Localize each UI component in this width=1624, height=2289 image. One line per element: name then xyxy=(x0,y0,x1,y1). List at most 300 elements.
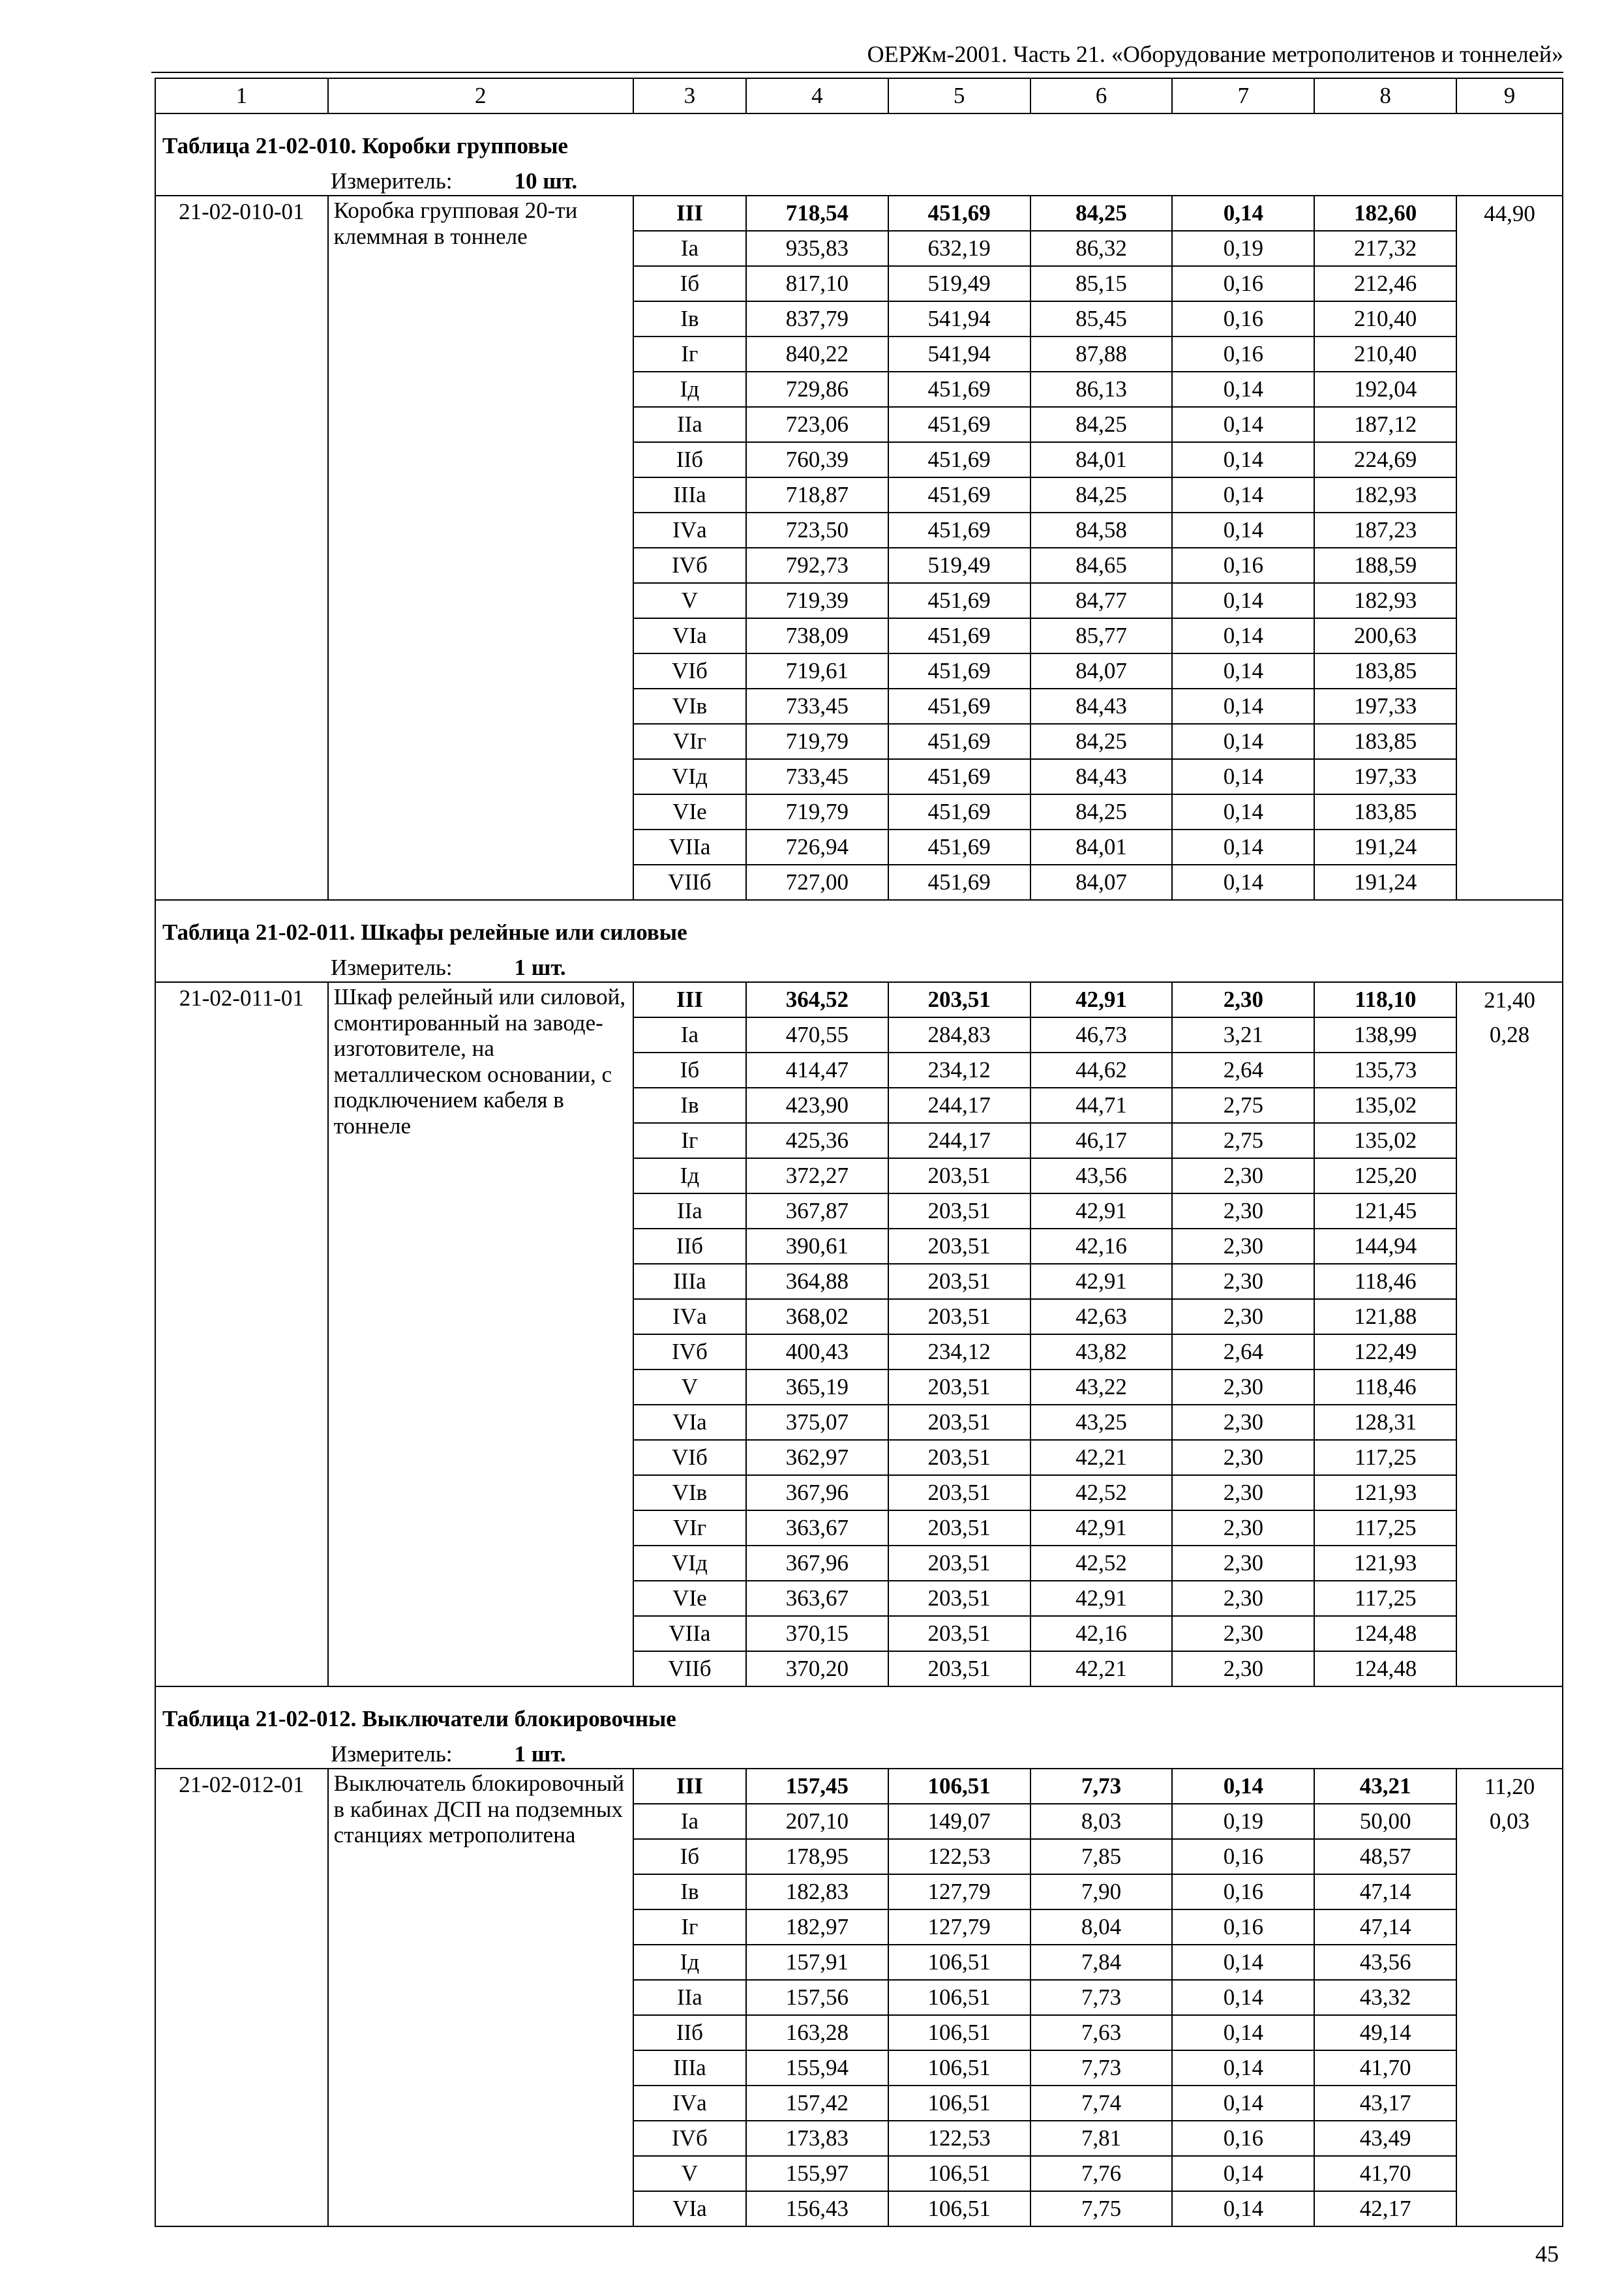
value-cell: 217,32 xyxy=(1314,231,1456,266)
value-cell: 203,51 xyxy=(888,1616,1030,1651)
value-cell: 733,45 xyxy=(746,689,888,724)
value-cell: 121,93 xyxy=(1314,1475,1456,1510)
value-cell: 86,13 xyxy=(1030,372,1173,407)
table-title-row xyxy=(155,113,1563,168)
value-cell: 760,39 xyxy=(746,442,888,477)
column-number: 8 xyxy=(1314,78,1456,113)
value-cell: 47,14 xyxy=(1314,1874,1456,1909)
measure-cell xyxy=(155,954,1563,982)
value-cell: 163,28 xyxy=(746,2015,888,2050)
value-cell: 425,36 xyxy=(746,1123,888,1158)
zone-cell: VIб xyxy=(633,653,746,689)
value-cell: 0,19 xyxy=(1172,231,1314,266)
value-cell: 0,14 xyxy=(1172,689,1314,724)
zone-cell: IVа xyxy=(633,1299,746,1334)
value-cell: 84,43 xyxy=(1030,759,1173,794)
value-cell: 0,14 xyxy=(1172,865,1314,900)
measure-label: Измеритель: xyxy=(331,168,453,194)
rate-name: Коробка групповая 20-ти клеммная в тоннеле xyxy=(328,196,633,900)
value-cell: 0,14 xyxy=(1172,759,1314,794)
value-cell: 125,20 xyxy=(1314,1158,1456,1193)
value-cell: 157,56 xyxy=(746,1980,888,2015)
value-cell: 124,48 xyxy=(1314,1616,1456,1651)
value-cell: 50,00 xyxy=(1314,1804,1456,1839)
value-cell: 178,95 xyxy=(746,1839,888,1874)
value-cell: 47,14 xyxy=(1314,1909,1456,1945)
value-cell: 0,14 xyxy=(1172,513,1314,548)
value-cell: 733,45 xyxy=(746,759,888,794)
column-number-row xyxy=(155,78,1563,113)
value-cell: 106,51 xyxy=(888,2156,1030,2191)
value-cell: 451,69 xyxy=(888,653,1030,689)
value-cell: 224,69 xyxy=(1314,442,1456,477)
value-cell: 244,17 xyxy=(888,1123,1030,1158)
measure-cell xyxy=(155,168,1563,196)
value-cell: 451,69 xyxy=(888,442,1030,477)
value-cell: 719,79 xyxy=(746,724,888,759)
zone-cell: IIб xyxy=(633,1229,746,1264)
measure-value: 1 шт. xyxy=(514,955,566,981)
value-cell: 541,94 xyxy=(888,337,1030,372)
value-cell: 43,56 xyxy=(1030,1158,1173,1193)
zone-cell: VIа xyxy=(633,1405,746,1440)
value-cell: 84,77 xyxy=(1030,583,1173,618)
value-cell: 203,51 xyxy=(888,1158,1030,1193)
value-cell: 43,56 xyxy=(1314,1945,1456,1980)
zone-cell: Iд xyxy=(633,1158,746,1193)
value-cell: 0,14 xyxy=(1172,583,1314,618)
value-cell: 183,85 xyxy=(1314,794,1456,830)
value-cell: 7,75 xyxy=(1030,2191,1173,2226)
value-cell: 234,12 xyxy=(888,1053,1030,1088)
column-number: 4 xyxy=(746,78,888,113)
zone-cell: Iа xyxy=(633,231,746,266)
value-cell: 2,30 xyxy=(1172,1581,1314,1616)
value-cell: 43,82 xyxy=(1030,1334,1173,1369)
zone-cell: VIг xyxy=(633,1510,746,1546)
value-cell: 43,49 xyxy=(1314,2121,1456,2156)
value-cell: 0,14 xyxy=(1172,1980,1314,2015)
value-cell: 718,54 xyxy=(746,196,888,231)
zone-cell: IIIа xyxy=(633,1264,746,1299)
value-cell: 157,42 xyxy=(746,2086,888,2121)
value-cell: 118,10 xyxy=(1314,982,1456,1017)
col9-value: 11,20 xyxy=(1484,1774,1535,1799)
value-cell: 2,30 xyxy=(1172,1158,1314,1193)
value-cell: 541,94 xyxy=(888,301,1030,337)
zone-cell: Iг xyxy=(633,337,746,372)
value-cell: 414,47 xyxy=(746,1053,888,1088)
value-cell: 84,07 xyxy=(1030,865,1173,900)
value-cell: 0,16 xyxy=(1172,301,1314,337)
value-cell: 2,30 xyxy=(1172,1546,1314,1581)
value-cell: 2,30 xyxy=(1172,1193,1314,1229)
zone-cell: Iа xyxy=(633,1804,746,1839)
value-cell: 0,14 xyxy=(1172,830,1314,865)
table-row xyxy=(155,982,1563,1017)
value-cell: 84,25 xyxy=(1030,477,1173,513)
value-cell: 0,14 xyxy=(1172,477,1314,513)
zone-cell: VIа xyxy=(633,618,746,653)
value-cell: 2,64 xyxy=(1172,1334,1314,1369)
value-cell: 362,97 xyxy=(746,1440,888,1475)
value-cell: 203,51 xyxy=(888,982,1030,1017)
table-row xyxy=(155,1769,1563,1804)
value-cell: 364,52 xyxy=(746,982,888,1017)
value-cell: 0,16 xyxy=(1172,548,1314,583)
zone-cell: VIг xyxy=(633,724,746,759)
value-cell: 0,14 xyxy=(1172,618,1314,653)
value-cell: 135,02 xyxy=(1314,1123,1456,1158)
value-cell: 85,15 xyxy=(1030,266,1173,301)
value-cell: 188,59 xyxy=(1314,548,1456,583)
measure-row xyxy=(155,168,1563,196)
value-cell: 117,25 xyxy=(1314,1440,1456,1475)
value-cell: 0,14 xyxy=(1172,794,1314,830)
value-cell: 84,01 xyxy=(1030,442,1173,477)
value-cell: 42,91 xyxy=(1030,1264,1173,1299)
value-cell: 2,30 xyxy=(1172,1405,1314,1440)
value-cell: 84,43 xyxy=(1030,689,1173,724)
value-cell: 370,20 xyxy=(746,1651,888,1686)
value-cell: 182,60 xyxy=(1314,196,1456,231)
zone-cell: Iб xyxy=(633,1839,746,1874)
value-cell: 368,02 xyxy=(746,1299,888,1334)
value-cell: 106,51 xyxy=(888,2050,1030,2086)
zone-cell: VIIа xyxy=(633,830,746,865)
value-cell: 122,49 xyxy=(1314,1334,1456,1369)
zone-cell: V xyxy=(633,1369,746,1405)
value-cell: 144,94 xyxy=(1314,1229,1456,1264)
value-cell: 138,99 xyxy=(1314,1017,1456,1053)
column-number: 9 xyxy=(1456,78,1563,113)
table-title: Таблица 21-02-012. Выключатели блокировочные xyxy=(155,1686,1563,1741)
value-cell: 203,51 xyxy=(888,1651,1030,1686)
value-cell: 212,46 xyxy=(1314,266,1456,301)
value-cell: 7,90 xyxy=(1030,1874,1173,1909)
value-cell: 49,14 xyxy=(1314,2015,1456,2050)
zone-cell: IVа xyxy=(633,513,746,548)
value-cell: 173,83 xyxy=(746,2121,888,2156)
value-cell: 203,51 xyxy=(888,1405,1030,1440)
column-number: 5 xyxy=(888,78,1030,113)
value-cell: 7,73 xyxy=(1030,1980,1173,2015)
col9-value: 0,03 xyxy=(1489,1808,1530,1834)
value-cell: 935,83 xyxy=(746,231,888,266)
zone-cell: V xyxy=(633,583,746,618)
value-cell: 451,69 xyxy=(888,794,1030,830)
value-cell: 817,10 xyxy=(746,266,888,301)
value-cell: 372,27 xyxy=(746,1158,888,1193)
value-cell: 42,16 xyxy=(1030,1616,1173,1651)
col9-cell xyxy=(1456,196,1563,900)
value-cell: 2,75 xyxy=(1172,1088,1314,1123)
value-cell: 86,32 xyxy=(1030,231,1173,266)
value-cell: 451,69 xyxy=(888,477,1030,513)
table-title-row xyxy=(155,1686,1563,1741)
value-cell: 84,01 xyxy=(1030,830,1173,865)
value-cell: 203,51 xyxy=(888,1581,1030,1616)
value-cell: 155,97 xyxy=(746,2156,888,2191)
value-cell: 7,74 xyxy=(1030,2086,1173,2121)
value-cell: 117,25 xyxy=(1314,1510,1456,1546)
value-cell: 203,51 xyxy=(888,1264,1030,1299)
value-cell: 42,91 xyxy=(1030,1581,1173,1616)
value-cell: 87,88 xyxy=(1030,337,1173,372)
value-cell: 723,06 xyxy=(746,407,888,442)
value-cell: 203,51 xyxy=(888,1299,1030,1334)
value-cell: 7,73 xyxy=(1030,1769,1173,1804)
value-cell: 106,51 xyxy=(888,2191,1030,2226)
zone-cell: VIв xyxy=(633,689,746,724)
value-cell: 0,14 xyxy=(1172,2015,1314,2050)
rate-code: 21-02-011-01 xyxy=(155,982,328,1686)
col9-cell xyxy=(1456,982,1563,1686)
value-cell: 203,51 xyxy=(888,1193,1030,1229)
zone-cell: Iа xyxy=(633,1017,746,1053)
measure-value: 10 шт. xyxy=(514,168,578,194)
zone-cell: IVа xyxy=(633,2086,746,2121)
rates-table xyxy=(155,78,1563,2227)
rate-name: Шкаф релейный или силовой, смонтированный на заводе-изготовителе, на металлическом основании, с подключением кабеля в тоннеле xyxy=(328,982,633,1686)
value-cell: 48,57 xyxy=(1314,1839,1456,1874)
zone-cell: Iд xyxy=(633,1945,746,1980)
value-cell: 244,17 xyxy=(888,1088,1030,1123)
value-cell: 84,25 xyxy=(1030,724,1173,759)
value-cell: 0,14 xyxy=(1172,1945,1314,1980)
value-cell: 451,69 xyxy=(888,513,1030,548)
zone-cell: IIб xyxy=(633,2015,746,2050)
value-cell: 207,10 xyxy=(746,1804,888,1839)
value-cell: 182,97 xyxy=(746,1909,888,1945)
value-cell: 41,70 xyxy=(1314,2050,1456,2086)
value-cell: 363,67 xyxy=(746,1510,888,1546)
value-cell: 719,61 xyxy=(746,653,888,689)
zone-cell: VIб xyxy=(633,1440,746,1475)
value-cell: 0,14 xyxy=(1172,2086,1314,2121)
value-cell: 2,75 xyxy=(1172,1123,1314,1158)
value-cell: 451,69 xyxy=(888,618,1030,653)
value-cell: 187,12 xyxy=(1314,407,1456,442)
value-cell: 210,40 xyxy=(1314,301,1456,337)
value-cell: 632,19 xyxy=(888,231,1030,266)
column-number: 2 xyxy=(328,78,633,113)
zone-cell: VIд xyxy=(633,759,746,794)
value-cell: 182,83 xyxy=(746,1874,888,1909)
value-cell: 0,14 xyxy=(1172,196,1314,231)
value-cell: 2,30 xyxy=(1172,982,1314,1017)
value-cell: 44,71 xyxy=(1030,1088,1173,1123)
measure-row xyxy=(155,1741,1563,1769)
value-cell: 118,46 xyxy=(1314,1369,1456,1405)
value-cell: 44,62 xyxy=(1030,1053,1173,1088)
value-cell: 128,31 xyxy=(1314,1405,1456,1440)
value-cell: 203,51 xyxy=(888,1369,1030,1405)
value-cell: 43,17 xyxy=(1314,2086,1456,2121)
value-cell: 367,87 xyxy=(746,1193,888,1229)
value-cell: 2,30 xyxy=(1172,1264,1314,1299)
value-cell: 367,96 xyxy=(746,1546,888,1581)
value-cell: 203,51 xyxy=(888,1510,1030,1546)
value-cell: 182,93 xyxy=(1314,477,1456,513)
value-cell: 187,23 xyxy=(1314,513,1456,548)
value-cell: 0,16 xyxy=(1172,2121,1314,2156)
zone-cell: VIа xyxy=(633,2191,746,2226)
value-cell: 0,14 xyxy=(1172,442,1314,477)
value-cell: 519,49 xyxy=(888,548,1030,583)
value-cell: 451,69 xyxy=(888,196,1030,231)
value-cell: 157,45 xyxy=(746,1769,888,1804)
measure-row xyxy=(155,954,1563,982)
value-cell: 727,00 xyxy=(746,865,888,900)
value-cell: 42,16 xyxy=(1030,1229,1173,1264)
value-cell: 197,33 xyxy=(1314,759,1456,794)
value-cell: 46,73 xyxy=(1030,1017,1173,1053)
value-cell: 117,25 xyxy=(1314,1581,1456,1616)
value-cell: 792,73 xyxy=(746,548,888,583)
zone-cell: IVб xyxy=(633,1334,746,1369)
zone-cell: VIIб xyxy=(633,1651,746,1686)
value-cell: 135,73 xyxy=(1314,1053,1456,1088)
value-cell: 738,09 xyxy=(746,618,888,653)
value-cell: 84,25 xyxy=(1030,196,1173,231)
value-cell: 519,49 xyxy=(888,266,1030,301)
value-cell: 46,17 xyxy=(1030,1123,1173,1158)
value-cell: 203,51 xyxy=(888,1229,1030,1264)
value-cell: 191,24 xyxy=(1314,830,1456,865)
value-cell: 718,87 xyxy=(746,477,888,513)
zone-cell: Iв xyxy=(633,301,746,337)
value-cell: 719,39 xyxy=(746,583,888,618)
value-cell: 43,22 xyxy=(1030,1369,1173,1405)
value-cell: 0,16 xyxy=(1172,337,1314,372)
value-cell: 124,48 xyxy=(1314,1651,1456,1686)
table-title-row xyxy=(155,900,1563,954)
value-cell: 2,64 xyxy=(1172,1053,1314,1088)
value-cell: 726,94 xyxy=(746,830,888,865)
value-cell: 84,25 xyxy=(1030,794,1173,830)
value-cell: 41,70 xyxy=(1314,2156,1456,2191)
value-cell: 156,43 xyxy=(746,2191,888,2226)
value-cell: 840,22 xyxy=(746,337,888,372)
value-cell: 284,83 xyxy=(888,1017,1030,1053)
value-cell: 0,14 xyxy=(1172,2050,1314,2086)
value-cell: 2,30 xyxy=(1172,1299,1314,1334)
value-cell: 42,91 xyxy=(1030,1193,1173,1229)
value-cell: 43,32 xyxy=(1314,1980,1456,2015)
zone-cell: III xyxy=(633,1769,746,1804)
value-cell: 43,21 xyxy=(1314,1769,1456,1804)
value-cell: 106,51 xyxy=(888,1945,1030,1980)
value-cell: 122,53 xyxy=(888,2121,1030,2156)
value-cell: 7,73 xyxy=(1030,2050,1173,2086)
value-cell: 400,43 xyxy=(746,1334,888,1369)
column-number: 6 xyxy=(1030,78,1173,113)
value-cell: 370,15 xyxy=(746,1616,888,1651)
value-cell: 451,69 xyxy=(888,372,1030,407)
value-cell: 106,51 xyxy=(888,2015,1030,2050)
value-cell: 8,03 xyxy=(1030,1804,1173,1839)
value-cell: 2,30 xyxy=(1172,1229,1314,1264)
measure-label: Измеритель: xyxy=(331,1741,453,1767)
value-cell: 0,14 xyxy=(1172,2156,1314,2191)
value-cell: 121,88 xyxy=(1314,1299,1456,1334)
value-cell: 0,16 xyxy=(1172,1874,1314,1909)
column-number: 1 xyxy=(155,78,328,113)
value-cell: 127,79 xyxy=(888,1909,1030,1945)
value-cell: 210,40 xyxy=(1314,337,1456,372)
value-cell: 183,85 xyxy=(1314,653,1456,689)
value-cell: 364,88 xyxy=(746,1264,888,1299)
zone-cell: IIа xyxy=(633,407,746,442)
zone-cell: Iг xyxy=(633,1123,746,1158)
value-cell: 42,52 xyxy=(1030,1475,1173,1510)
value-cell: 0,14 xyxy=(1172,1769,1314,1804)
value-cell: 157,91 xyxy=(746,1945,888,1980)
value-cell: 3,21 xyxy=(1172,1017,1314,1053)
zone-cell: Iб xyxy=(633,266,746,301)
value-cell: 451,69 xyxy=(888,865,1030,900)
zone-cell: Iв xyxy=(633,1088,746,1123)
value-cell: 106,51 xyxy=(888,1769,1030,1804)
value-cell: 390,61 xyxy=(746,1229,888,1264)
column-number: 7 xyxy=(1172,78,1314,113)
value-cell: 723,50 xyxy=(746,513,888,548)
zone-cell: Iв xyxy=(633,1874,746,1909)
value-cell: 451,69 xyxy=(888,583,1030,618)
value-cell: 7,84 xyxy=(1030,1945,1173,1980)
value-cell: 84,25 xyxy=(1030,407,1173,442)
value-cell: 42,52 xyxy=(1030,1546,1173,1581)
value-cell: 719,79 xyxy=(746,794,888,830)
value-cell: 375,07 xyxy=(746,1405,888,1440)
value-cell: 2,30 xyxy=(1172,1369,1314,1405)
value-cell: 84,07 xyxy=(1030,653,1173,689)
page-number: 45 xyxy=(1535,2241,1559,2267)
value-cell: 0,14 xyxy=(1172,653,1314,689)
zone-cell: VIе xyxy=(633,1581,746,1616)
value-cell: 470,55 xyxy=(746,1017,888,1053)
value-cell: 0,16 xyxy=(1172,1909,1314,1945)
value-cell: 363,67 xyxy=(746,1581,888,1616)
value-cell: 42,91 xyxy=(1030,1510,1173,1546)
value-cell: 451,69 xyxy=(888,407,1030,442)
zone-cell: III xyxy=(633,982,746,1017)
zone-cell: VIв xyxy=(633,1475,746,1510)
value-cell: 149,07 xyxy=(888,1804,1030,1839)
rate-code: 21-02-012-01 xyxy=(155,1769,328,2226)
zone-cell: IIIа xyxy=(633,477,746,513)
value-cell: 234,12 xyxy=(888,1334,1030,1369)
col9-value: 0,28 xyxy=(1489,1022,1530,1047)
value-cell: 451,69 xyxy=(888,830,1030,865)
value-cell: 451,69 xyxy=(888,689,1030,724)
value-cell: 2,30 xyxy=(1172,1616,1314,1651)
zone-cell: Iб xyxy=(633,1053,746,1088)
value-cell: 155,94 xyxy=(746,2050,888,2086)
zone-cell: Iг xyxy=(633,1909,746,1945)
value-cell: 106,51 xyxy=(888,1980,1030,2015)
value-cell: 203,51 xyxy=(888,1440,1030,1475)
value-cell: 197,33 xyxy=(1314,689,1456,724)
value-cell: 0,16 xyxy=(1172,266,1314,301)
zone-cell: III xyxy=(633,196,746,231)
zone-cell: VIIа xyxy=(633,1616,746,1651)
rate-name: Выключатель блокировочный в кабинах ДСП на подземных станциях метрополитена xyxy=(328,1769,633,2226)
value-cell: 7,81 xyxy=(1030,2121,1173,2156)
value-cell: 729,86 xyxy=(746,372,888,407)
measure-value: 1 шт. xyxy=(514,1741,566,1767)
